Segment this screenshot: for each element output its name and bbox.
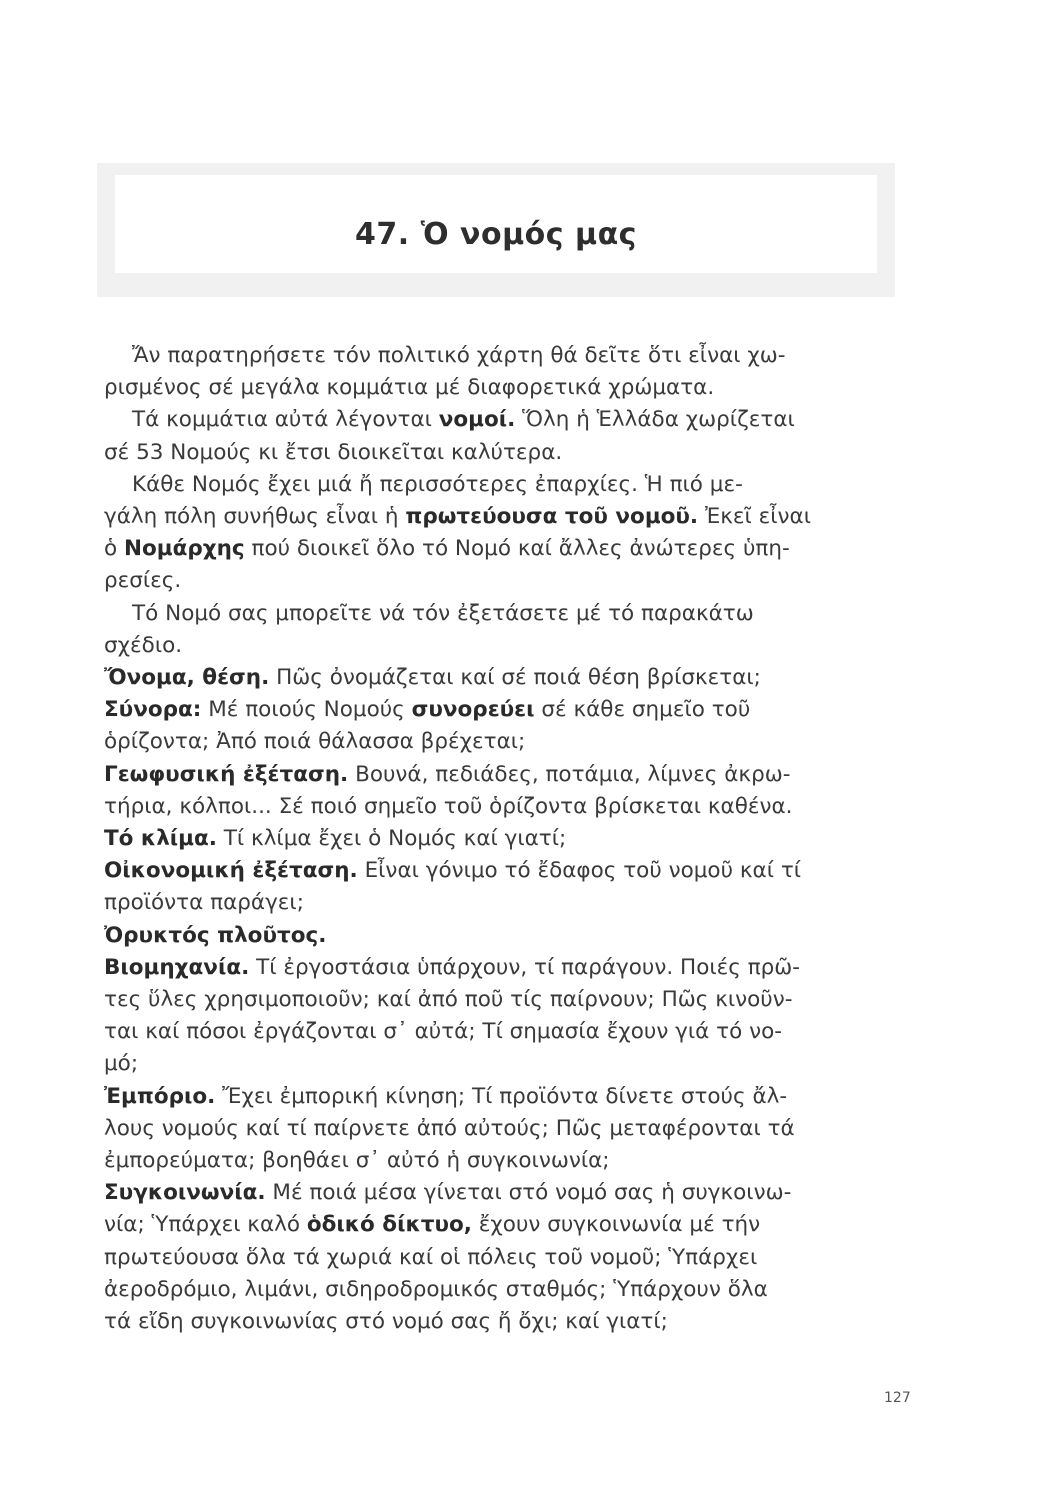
text-span: Κάθε Νομός ἔχει μιά ἤ περισσότερες ἐπαρχίες. Ἡ πιό με-: [132, 471, 743, 497]
title-box-inner: [115, 175, 877, 273]
text-span: Βουνά, πεδιάδες, ποτάμια, λίμνες ἀκρω-: [348, 761, 791, 787]
text-line: [104, 1242, 904, 1274]
bold-term: Βιομηχανία.: [104, 954, 250, 980]
text-span: ται καί πόσοι ἐργάζονται σ᾽ αὐτά; Τί σημασία ἔχουν γιά τό νο-: [104, 1019, 783, 1045]
bold-term: Ὀρυκτός πλοῦτος.: [104, 922, 327, 948]
text-line: [104, 437, 904, 469]
text-line: [104, 630, 904, 662]
text-line: [104, 1081, 904, 1113]
text-line: [104, 887, 904, 919]
text-line: [104, 1209, 904, 1241]
bold-term: συνορεύει: [411, 697, 535, 723]
page-number: 127: [884, 1390, 911, 1406]
text-span: τες ὕλες χρησιμοποιοῦν; καί ἀπό ποῦ τίς παίρνουν; Πῶς κινοῦν-: [104, 987, 793, 1013]
text-line: [104, 1113, 904, 1145]
text-span: ἀεροδρόμιο, λιμάνι, σιδηροδρομικός σταθμός; Ὑπάρχουν ὅλα: [104, 1276, 768, 1302]
text-line: [104, 1016, 904, 1048]
title-box: [97, 163, 895, 297]
text-line: [104, 984, 904, 1016]
body-text: [104, 340, 904, 1338]
text-line: [104, 469, 904, 501]
text-line: [104, 340, 904, 372]
text-span: Μέ ποιά μέσα γίνεται στό νομό σας ἡ συγκοινω-: [265, 1180, 792, 1206]
text-span: Τί κλίμα ἔχει ὁ Νομός καί γιατί;: [216, 826, 567, 852]
bold-term: νομοί.: [438, 407, 516, 433]
text-span: Πῶς ὀνομάζεται καί σέ ποιά θέση βρίσκεται;: [269, 665, 761, 691]
page-title: 47. Ὁ νομός μας: [355, 217, 637, 252]
bold-term: Γεωφυσική ἐξέταση.: [104, 761, 349, 787]
text-span: σέ κάθε σημεῖο τοῦ: [534, 697, 751, 723]
bold-term: Συγκοινωνία.: [104, 1180, 266, 1206]
text-span: Εἶναι γόνιμο τό ἔδαφος τοῦ νομοῦ καί τί: [357, 858, 802, 884]
text-span: Ὅλη ἡ Ἑλλάδα χωρίζεται: [515, 407, 795, 433]
text-line: [104, 1274, 904, 1306]
text-span: ἔχουν συγκοινωνία μέ τήν: [471, 1212, 761, 1238]
bold-term: ὁδικό δίκτυο,: [306, 1212, 472, 1238]
text-line: [104, 372, 904, 404]
text-span: σχέδιο.: [104, 632, 183, 658]
text-line: [104, 791, 904, 823]
text-span: προϊόντα παράγει;: [104, 890, 304, 916]
text-line: [104, 823, 904, 855]
text-span: ρισμένος σέ μεγάλα κομμάτια μέ διαφορετικά χρώματα.: [104, 375, 715, 401]
text-span: ρεσίες.: [104, 568, 182, 594]
text-span: τήρια, κόλποι... Σέ ποιό σημεῖο τοῦ ὁρίζοντα βρίσκεται καθένα.: [104, 793, 793, 819]
text-span: ὁ: [104, 536, 124, 562]
text-span: Μέ ποιούς Νομούς: [201, 697, 412, 723]
text-line: [104, 1177, 904, 1209]
text-span: γάλη πόλη συνήθως εἶναι ἡ: [104, 504, 406, 530]
text-span: λους νομούς καί τί παίρνετε ἀπό αὐτούς; Πῶς μεταφέρονται τά: [104, 1115, 795, 1141]
text-span: νία; Ὑπάρχει καλό: [104, 1212, 307, 1238]
text-line: [104, 501, 904, 533]
text-line: [104, 759, 904, 791]
text-span: μό;: [104, 1051, 139, 1077]
text-span: τά εἴδη συγκοινωνίας στό νομό σας ἤ ὄχι; καί γιατί;: [104, 1309, 668, 1335]
bold-term: Ὄνομα, θέση.: [104, 665, 270, 691]
text-line: [104, 952, 904, 984]
text-span: ἐμπορεύματα; βοηθάει σ᾽ αὐτό ἡ συγκοινωνία;: [104, 1148, 610, 1174]
text-span: σέ 53 Νομούς κι ἔτσι διοικεῖται καλύτερα.: [104, 439, 563, 465]
text-span: ὁρίζοντα; Ἀπό ποιά θάλασσα βρέχεται;: [104, 729, 526, 755]
text-line: [104, 662, 904, 694]
bold-term: Ἐμπόριο.: [104, 1083, 216, 1109]
text-line: [104, 565, 904, 597]
text-span: Τό Νομό σας μπορεῖτε νά τόν ἐξετάσετε μέ τό παρακάτω: [132, 600, 754, 626]
text-line: [104, 533, 904, 565]
text-line: [104, 598, 904, 630]
text-line: [104, 1145, 904, 1177]
text-line: [104, 1048, 904, 1080]
text-span: Ἔχει ἐμπορική κίνηση; Τί προϊόντα δίνετε στούς ἄλ-: [215, 1083, 788, 1109]
text-span: Τί ἐργοστάσια ὑπάρχουν, τί παράγουν. Ποιές πρῶ-: [249, 954, 801, 980]
bold-term: Νομάρχης: [124, 536, 245, 562]
bold-term: πρωτεύουσα τοῦ νομοῦ.: [405, 504, 699, 530]
text-span: πρωτεύουσα ὅλα τά χωριά καί οἱ πόλεις τοῦ νομοῦ; Ὑπάρχει: [104, 1244, 758, 1270]
bold-term: Σύνορα:: [104, 697, 202, 723]
text-span: Ἄν παρατηρήσετε τόν πολιτικό χάρτη θά δεῖτε ὅτι εἶναι χω-: [132, 343, 786, 368]
text-line: [104, 726, 904, 758]
text-line: [104, 694, 904, 726]
text-span: Τά κομμάτια αὐτά λέγονται: [132, 407, 439, 433]
text-line: [104, 920, 904, 952]
text-line: [104, 855, 904, 887]
text-line: [104, 1306, 904, 1338]
text-span: Ἐκεῖ εἶναι: [698, 504, 811, 530]
bold-term: Οἰκονομική ἐξέταση.: [104, 858, 358, 884]
text-line: [104, 404, 904, 436]
text-span: πού διοικεῖ ὅλο τό Νομό καί ἄλλες ἀνώτερες ὑπη-: [244, 536, 790, 562]
bold-term: Τό κλίμα.: [104, 826, 217, 852]
